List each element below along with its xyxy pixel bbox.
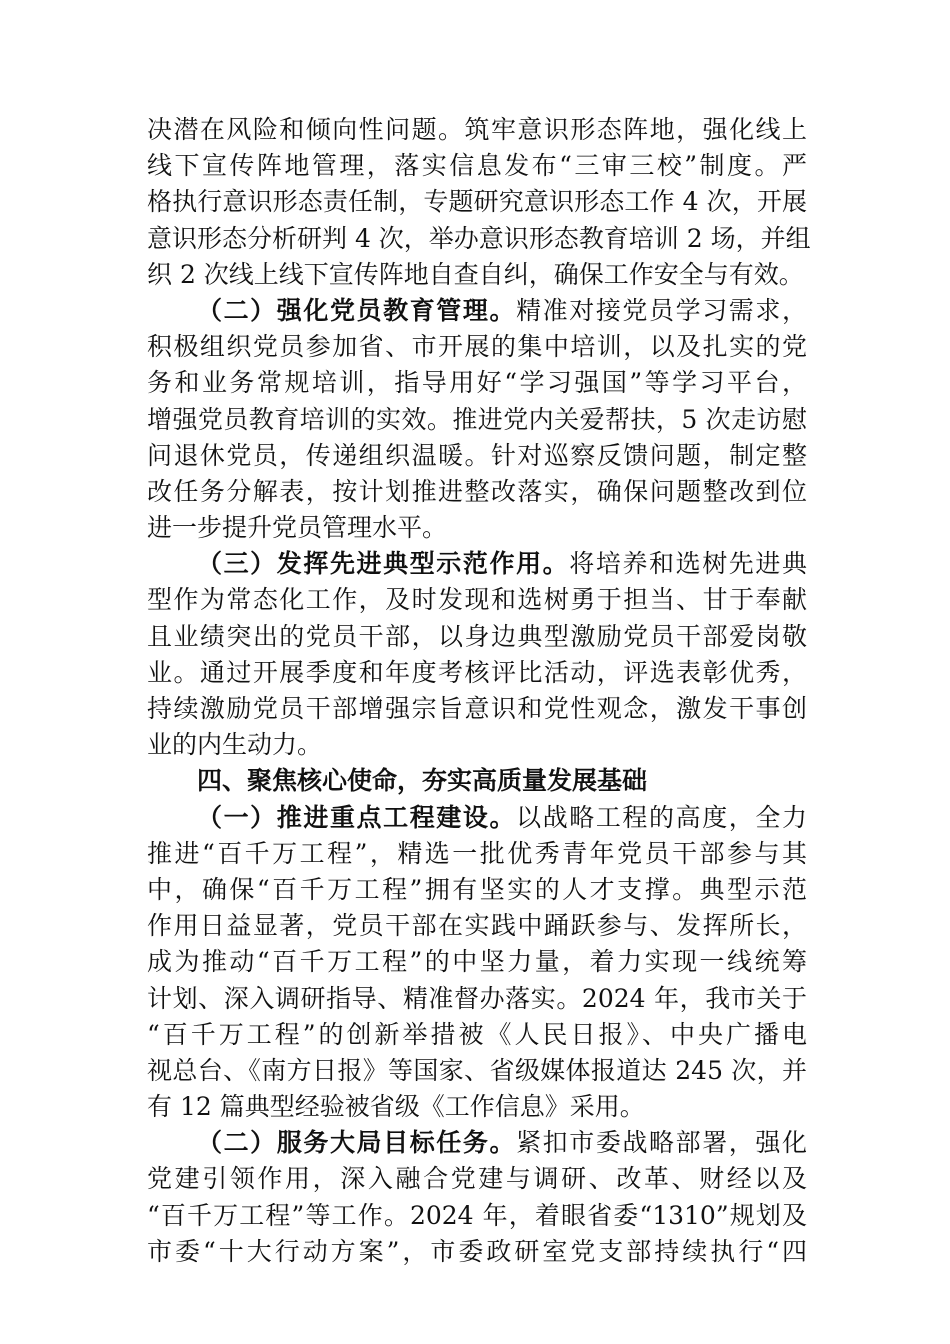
text-line: 积极组织党员参加省、市开展的集中培训，以及扎实的党 <box>147 332 807 362</box>
paragraph-lead: （三）发挥先进典型示范作用。 <box>197 549 570 579</box>
text-line: 党建引领作用，深入融合党建与调研、改革、财经以及 <box>147 1164 807 1194</box>
paragraph-role-models <box>147 546 807 763</box>
paragraph-lead: （一）推进重点工程建设。 <box>197 802 517 832</box>
text-line: 问退休党员，传递组织温暖。针对巡察反馈问题，制定整 <box>147 440 807 470</box>
paragraph-lead: （二）服务大局目标任务。 <box>197 1128 517 1158</box>
document-page <box>147 112 811 1270</box>
text-line: 市委“十大行动方案”，市委政研室党支部持续执行“四 <box>147 1236 807 1266</box>
text-line: 进一步提升党员管理水平。 <box>147 513 448 543</box>
text-line: 视总台、《南方日报》等国家、省级媒体报道达 245 次，并 <box>147 1055 807 1085</box>
text-line: 织 2 次线上线下宣传阵地自查自纠，确保工作安全与有效。 <box>147 259 804 289</box>
text-line: 且业绩突出的党员干部，以身边典型激励党员干部爱岗敬 <box>147 621 807 651</box>
text-line: 业。通过开展季度和年度考核评比活动，评选表彰优秀， <box>147 657 807 687</box>
text-line: “百千万工程”等工作。2024 年，着眼省委“1310”规划及 <box>147 1200 807 1230</box>
text-line: 成为推动“百千万工程”的中坚力量，着力实现一线统筹 <box>147 947 807 977</box>
text-line: 增强党员教育培训的实效。推进党内关爱帮扶，5 次走访慰 <box>147 404 807 434</box>
text-line: 有 12 篇典型经验被省级《工作信息》采用。 <box>147 1092 645 1122</box>
text-line <box>147 1125 807 1161</box>
text-line <box>147 800 807 836</box>
section-heading: 四、聚焦核心使命，夯实高质量发展基础 <box>197 766 648 796</box>
text-line <box>147 293 807 329</box>
text-line: 务和业务常规培训，指导用好“学习强国”等学习平台， <box>147 368 807 398</box>
text-line: “百千万工程”的创新举措被《人民日报》、中央广播电 <box>147 1019 807 1049</box>
text-line: 推进“百千万工程”，精选一批优秀青年党员干部参与其 <box>147 838 807 868</box>
text-line: 业的内生动力。 <box>147 730 323 760</box>
paragraph-first-rest: 以战略工程的高度，全力 <box>516 802 807 832</box>
text-line: 格执行意识形态责任制，专题研究意识形态工作 4 次，开展 <box>147 187 807 217</box>
text-line: 持续激励党员干部增强宗旨意识和党性观念，激发干事创 <box>147 694 807 723</box>
text-line: 线下宣传阵地管理，落实信息发布“三审三校”制度。严 <box>147 151 807 181</box>
paragraph-first-rest: 精准对接党员学习需求， <box>516 295 807 325</box>
text-line: 决潜在风险和倾向性问题。筑牢意识形态阵地，强化线上 <box>147 115 807 144</box>
text-line: 意识形态分析研判 4 次，举办意识形态教育培训 2 场，并组 <box>147 223 811 253</box>
paragraph-first-rest: 紧扣市委战略部署，强化 <box>516 1128 807 1158</box>
paragraph-first-rest: 将培养和选树先进典 <box>569 549 807 579</box>
text-line: 作用日益显著，党员干部在实践中踊跃参与、发挥所长， <box>147 911 807 941</box>
text-line <box>147 546 807 582</box>
paragraph-member-education <box>147 293 807 546</box>
paragraph-key-projects <box>147 800 807 1126</box>
text-line: 型作为常态化工作，及时发现和选树勇于担当、甘于奉献 <box>147 585 807 615</box>
paragraph-overall-tasks <box>147 1125 807 1270</box>
paragraph-ideology <box>147 112 811 293</box>
text-line: 计划、深入调研指导、精准督办落实。2024 年，我市关于 <box>147 983 807 1013</box>
paragraph-lead: （二）强化党员教育管理。 <box>197 295 517 325</box>
text-line: 中，确保“百千万工程”拥有坚实的人才支撑。典型示范 <box>147 874 807 904</box>
text-line: 改任务分解表，按计划推进整改落实，确保问题整改到位 <box>147 476 807 506</box>
